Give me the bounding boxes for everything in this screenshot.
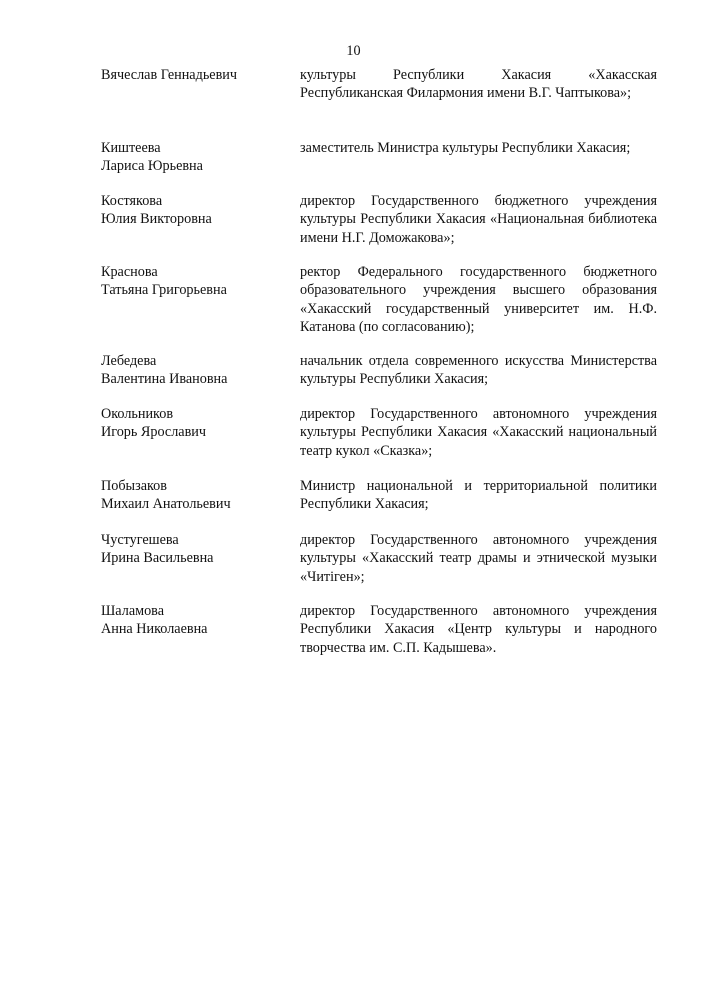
member-surname: Шаламова [101,603,164,619]
member-position: начальник отдела современного искусства Министерства культуры Республики Хакасия; [300,353,657,388]
member-given-names: Юлия Викторовна [101,211,212,228]
member-surname: Окольников [101,406,174,422]
member-name [101,602,286,639]
member-given-names: Игорь Ярославич [101,424,207,441]
member-position: культуры Республики Хакасия «Хакасская Республиканская Филармония имени В.Г. Чаптыкова»; [300,67,657,102]
member-given-names: Михаил Анатольевич [101,496,231,513]
member-position: директор Государственного автономного учреждения культуры Республики Хакасия «Хакасский национальный театр кукол «Сказка»; [300,406,657,459]
member-given-names: Татьяна Григорьевна [101,282,227,299]
member-position: директор Государственного бюджетного учреждения культуры Республики Хакасия «Национальная библиотека имени Н.Г. Доможакова»; [300,193,657,246]
member-given-names: Ирина Васильевна [101,550,214,567]
member-name [101,263,286,300]
member-name [101,139,286,176]
member-surname: Лебедева [101,353,157,369]
member-name [101,477,286,514]
page-number: 10 [346,43,361,59]
member-surname: Киштеева [101,140,161,156]
member-name [101,405,286,442]
member-surname: Чустугешева [101,532,179,548]
member-name-line: Вячеслав Геннадьевич [101,67,238,83]
member-name [101,192,286,229]
member-name [101,352,286,389]
member-position: ректор Федерального государственного бюджетного образовательного учреждения высшего образования «Хакасский государственный университет им. Н.Ф. Катанова (по согласованию); [300,264,657,336]
member-name [101,66,286,84]
member-position: директор Государственного автономного учреждения культуры «Хакасский театр драмы и этнической музыки «Читiген»; [300,532,657,585]
member-given-names: Анна Николаевна [101,621,208,638]
member-name [101,531,286,568]
member-surname: Краснова [101,264,158,280]
member-surname: Побызаков [101,478,167,494]
member-given-names: Валентина Ивановна [101,371,228,388]
member-position: Министр национальной и территориальной политики Республики Хакасия; [300,478,657,513]
member-position: директор Государственного автономного учреждения Республики Хакасия «Центр культуры и народного творчества им. С.П. Кадышева». [300,603,657,656]
member-surname: Костякова [101,193,163,209]
member-given-names: Лариса Юрьевна [101,158,203,175]
member-position: заместитель Министра культуры Республики Хакасия; [300,140,631,156]
